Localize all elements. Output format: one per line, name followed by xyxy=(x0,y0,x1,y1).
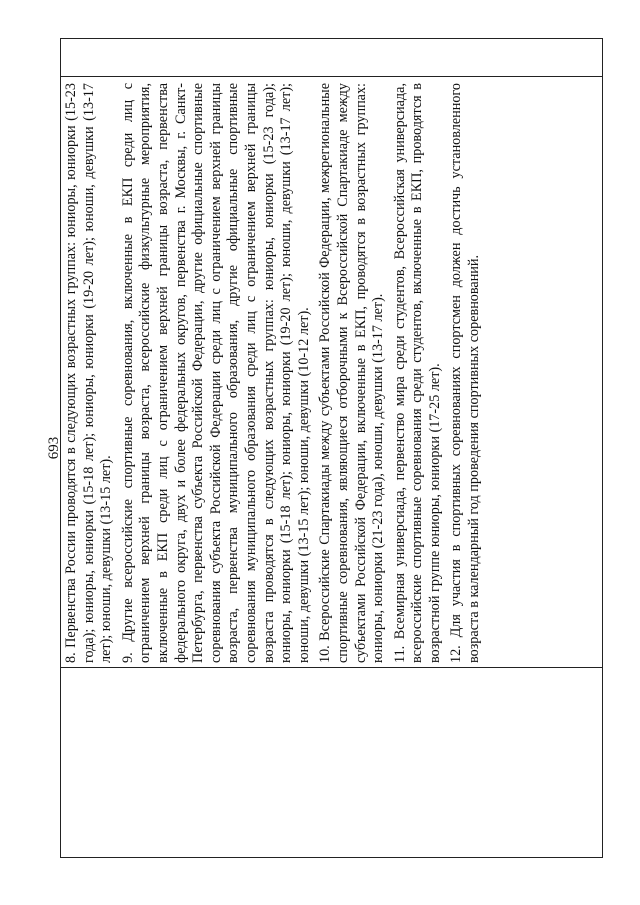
table-column-divider xyxy=(61,76,602,77)
paragraph-9: 9. Другие всероссийские спортивные соревнования, включенные в ЕКП среди лиц с ограничением верхней границы возраста, всероссийские физкультурные мероприятия, включенные в ЕКП среди лиц с ограничением верхней границы возраста, первенства федерального округа, двух и более федеральных округов, первенства г. Москвы, г. Санкт-Петербурга, первенства субъекта Российской Федерации, другие официальные спортивные соревнования субъекта Российской Федерации среди лиц с ограничением верхней границы возраста, первенства муниципального образования, другие официальные спортивные соревнования муниципального образования среди лиц с ограничением верхней границы возраста проводятся в следующих возрастных группах: юниоры, юниорки (15-23 года); юниоры, юниорки (15-18 лет); юниоры, юниорки (19-20 лет); юноши, девушки (13-17 лет); юноши, девушки (13-15 лет); юноши, девушки (10-12 лет). xyxy=(119,83,312,663)
rotated-content xyxy=(43,38,603,858)
table-left-column xyxy=(61,667,602,857)
paragraph-12: 12. Для участия в спортивных соревнованиях спортсмен должен достичь установленного возраста в календарный год проведения спортивных соревнований. xyxy=(448,83,483,663)
paragraph-10: 10. Всероссийские Спартакиады между субъектами Российской Федерации, межрегиональные спортивные соревнования, являющиеся отборочными к Всероссийской Спартакиаде между субъектами Российской Федерации, включенные в ЕКП, проводятся в возрастных группах: юниоры, юниорки (21-23 года), юноши, девушки (13-17 лет). xyxy=(317,83,387,663)
paragraph-8: 8. Первенства России проводятся в следующих возрастных группах: юниоры, юниорки (15-23 года); юниоры, юниорки (15-18 лет); юниоры, юниорки (19-20 лет); юноши, девушки (13-17 лет); юноши, девушки (13-15 лет). xyxy=(63,83,115,663)
paragraph-11: 11. Всемирная универсиада, первенство мира среди студентов, Всероссийская универсиада, всероссийские спортивные соревнования среди студентов, включенные в ЕКП, проводятся в возрастной группе юниоры, юниорки (17-25 лет). xyxy=(391,83,443,663)
table-text-cell xyxy=(61,77,602,667)
table-right-column xyxy=(61,39,602,667)
regulation-table xyxy=(60,38,603,858)
page-number: 693 xyxy=(46,436,62,460)
